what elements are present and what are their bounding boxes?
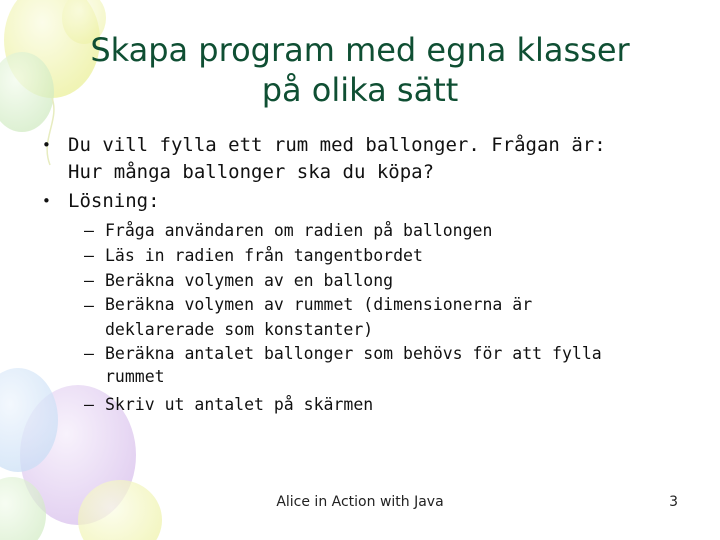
solution-step [40,267,690,294]
dash-marker: – [84,271,94,290]
step-text: Läs in radien från tangentbordet [105,246,423,265]
bullet-solution-label: Lösning: [68,190,160,212]
solution-steps [40,217,690,418]
dash-marker: – [84,344,94,363]
page-number: 3 [669,494,678,510]
step-text: Beräkna antalet ballonger som behövs för att fylla [105,344,602,363]
slide-title [20,30,700,110]
step-text: Beräkna volymen av rummet (dimensionerna är [105,295,533,314]
title-line-1: Skapa program med egna klasser [90,31,630,69]
solution-step [40,391,690,418]
dash-marker: – [84,221,94,240]
dash-marker: – [84,296,94,315]
solution-step [40,217,690,244]
bullet-solution [40,188,690,215]
solution-step [40,292,690,342]
step-text: Beräkna volymen av en ballong [105,271,394,290]
step-text-continued: deklarerade som konstanter) [105,320,374,339]
bullet-dot: • [42,192,51,210]
step-text: Fråga användaren om radien på ballongen [105,221,493,240]
bullet-question-line1: Du vill fylla ett rum med ballonger. Frågan är: [68,134,606,156]
step-text: Skriv ut antalet på skärmen [105,395,374,414]
bullet-dot: • [42,136,51,154]
bullet-question [40,132,690,186]
bullet-question-line2: Hur många ballonger ska du köpa? [68,161,435,183]
slide-content [40,132,690,418]
dash-marker: – [84,395,94,414]
solution-step [40,242,690,269]
step-text-continued: rummet [105,367,165,386]
dash-marker: – [84,246,94,265]
slide-footer: Alice in Action with Java [276,494,444,510]
solution-step [40,340,690,387]
title-line-2: på olika sätt [261,71,459,109]
